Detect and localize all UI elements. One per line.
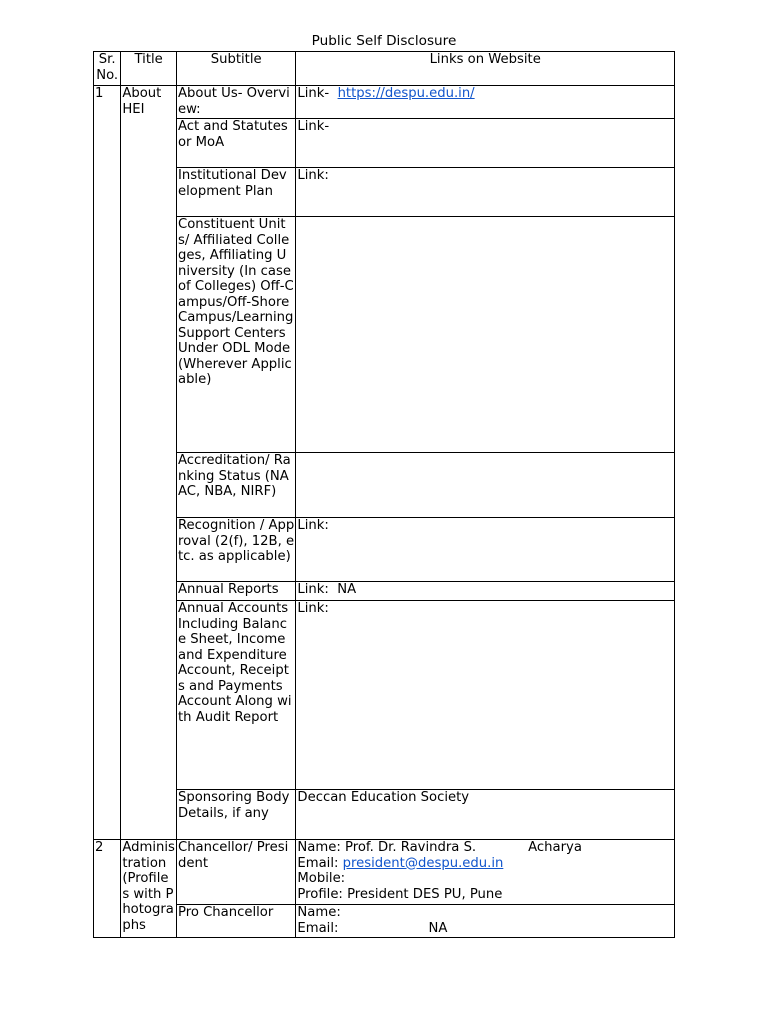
row-subtitle: Annual Reports [176,582,295,601]
section1-title: About HEI [121,86,177,840]
pro-chancellor-email-line [297,921,673,937]
row-link-cell [296,86,675,119]
row-link-cell: Link: [296,168,675,217]
section2-title: Administration (Profiles with Photographs [121,840,177,938]
row-link-cell [296,905,675,938]
header-subtitle: Subtitle [176,52,295,86]
row-subtitle: Constituent Units/ Affiliated Colleges, Affiliating University (In case of Colleges) Off-Campus/Off-Shore Campus/Learning Support Centers Under ODL Mode (Wherever Applicable) [176,217,295,453]
table-row [94,453,675,518]
table-row [94,119,675,168]
row-link-cell: Link: [296,601,675,790]
header-sr-no: Sr. No. [94,52,121,86]
row-subtitle: Sponsoring Body Details, if any [176,790,295,840]
name-value: Prof. Dr. Ravindra S. [344,840,477,855]
header-row [94,52,675,86]
table-row [94,518,675,582]
row-subtitle: Annual Accounts Including Balance Sheet, Income and Expenditure Account, Receipts and Payments Account Along with Audit Report [176,601,295,790]
name-label: Name: [297,840,341,855]
chancellor-name-line [297,840,673,856]
row-link-cell [296,217,675,453]
table-row [94,168,675,217]
row-subtitle: Institutional Development Plan [176,168,295,217]
table-row [94,840,675,905]
table-row [94,86,675,119]
profile-label: Profile: [297,886,343,902]
table-row [94,601,675,790]
row-link-cell: Deccan Education Society [296,790,675,840]
document-title: Public Self Disclosure [311,33,457,49]
table-row [94,217,675,453]
email-link[interactable]: president@despu.edu.in [342,855,504,871]
link-value: NA [337,582,357,597]
header-links: Links on Website [296,52,675,86]
header-title: Title [121,52,177,86]
section1-sr-no: 1 [94,86,121,840]
row-subtitle: Pro Chancellor [176,905,295,938]
row-link-cell [296,840,675,905]
website-link[interactable]: https://despu.edu.in/ [337,86,475,101]
email-value: NA [428,920,448,936]
link-label: Link- [297,86,330,101]
email-label: Email: [297,920,339,936]
section2-sr-no: 2 [94,840,121,938]
link-label: Link: [297,582,329,597]
chancellor-mobile-line: Mobile: [297,871,346,886]
row-subtitle: Accreditation/ Ranking Status (NAAC, NBA, NIRF) [176,453,295,518]
row-subtitle: Recognition / Approval (2(f), 12B, etc. as applicable) [176,518,295,582]
disclosure-table [93,51,675,938]
name-value-surname: Acharya [528,840,582,855]
row-link-cell: Link- [296,119,675,168]
chancellor-email-line [297,856,673,872]
pro-chancellor-name-line: Name: [297,905,341,920]
row-link-cell [296,453,675,518]
table-row [94,582,675,601]
row-link-cell: Link: [296,518,675,582]
chancellor-profile-line [297,887,673,903]
profile-value: President DES PU, Pune [347,886,503,902]
table-row [94,905,675,938]
row-subtitle: Act and Statutes or MoA [176,119,295,168]
row-subtitle: Chancellor/ President [176,840,295,905]
row-subtitle: About Us- Overview: [176,86,295,119]
table-row [94,790,675,840]
email-label: Email: [297,855,339,871]
row-link-cell [296,582,675,601]
